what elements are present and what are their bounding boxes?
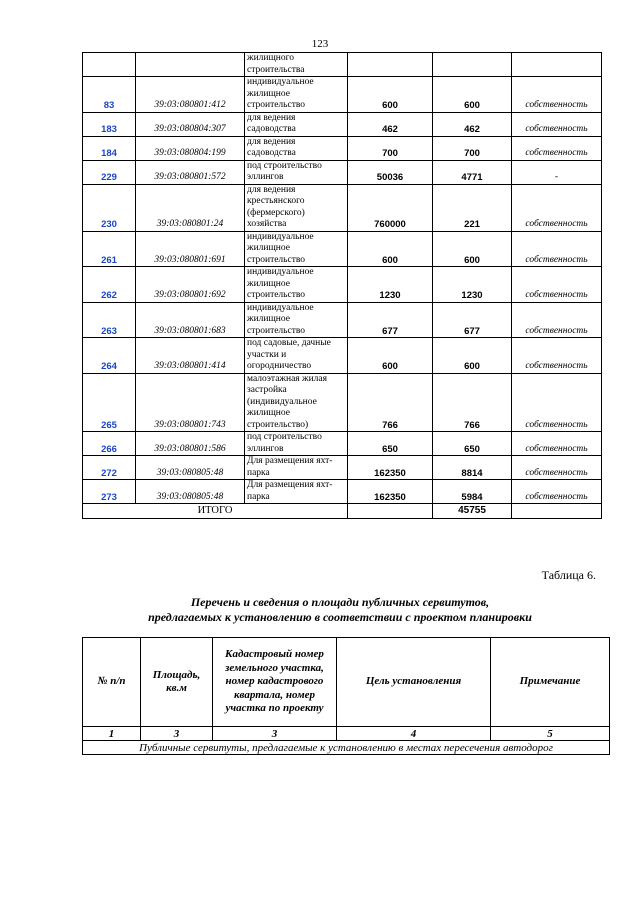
table-row bbox=[83, 160, 602, 184]
cadastral-number: 39:03:080801:691 bbox=[136, 231, 245, 267]
ownership: собственность bbox=[512, 112, 602, 136]
ownership: собственность bbox=[512, 480, 602, 504]
area-total: 766 bbox=[348, 373, 433, 432]
area-total: 600 bbox=[348, 338, 433, 374]
area-total: 650 bbox=[348, 432, 433, 456]
row-number: 262 bbox=[83, 267, 136, 303]
total-label: ИТОГО bbox=[83, 504, 348, 519]
section-row bbox=[83, 741, 610, 755]
table-row bbox=[83, 77, 602, 113]
ownership: собственность bbox=[512, 338, 602, 374]
table-caption: Таблица 6. bbox=[541, 568, 596, 582]
ownership: собственность bbox=[512, 432, 602, 456]
area-total: 760000 bbox=[348, 184, 433, 231]
permitted-use: индивидуальное жилищное строительство bbox=[245, 267, 348, 303]
cadastral-number: 39:03:080805:48 bbox=[136, 456, 245, 480]
servitudes-table bbox=[82, 637, 610, 755]
cadastral-number: 39:03:080801:683 bbox=[136, 302, 245, 338]
cadastral-number: 39:03:080804:307 bbox=[136, 112, 245, 136]
area-in-zone: 1230 bbox=[433, 267, 512, 303]
total-row bbox=[83, 504, 602, 519]
area-in-zone: 221 bbox=[433, 184, 512, 231]
area-in-zone bbox=[433, 53, 512, 77]
area-total: 600 bbox=[348, 231, 433, 267]
header-cell: № п/п bbox=[83, 638, 141, 727]
cadastral-number: 39:03:080801:586 bbox=[136, 432, 245, 456]
ownership: - bbox=[512, 160, 602, 184]
table-row bbox=[83, 432, 602, 456]
header-cell: Площадь, кв.м bbox=[141, 638, 213, 727]
cadastral-number: 39:03:080801:412 bbox=[136, 77, 245, 113]
ownership: собственность bbox=[512, 267, 602, 303]
header-cell: Кадастровый номер земельного участка, номер кадастрового квартала, номер участка по проекту bbox=[213, 638, 337, 727]
area-in-zone: 462 bbox=[433, 112, 512, 136]
header-row bbox=[83, 638, 610, 727]
total-empty bbox=[348, 504, 433, 519]
cadastral-number bbox=[136, 53, 245, 77]
table-row bbox=[83, 231, 602, 267]
page-number: 123 bbox=[311, 38, 329, 50]
permitted-use: малоэтажная жилая застройка (индивидуальное жилищное строительство) bbox=[245, 373, 348, 432]
table-row bbox=[83, 373, 602, 432]
row-number: 264 bbox=[83, 338, 136, 374]
row-number: 261 bbox=[83, 231, 136, 267]
area-in-zone: 600 bbox=[433, 231, 512, 267]
table-row bbox=[83, 267, 602, 303]
cadastral-number: 39:03:080801:414 bbox=[136, 338, 245, 374]
ownership bbox=[512, 53, 602, 77]
area-in-zone: 600 bbox=[433, 77, 512, 113]
cadastral-number: 39:03:080801:24 bbox=[136, 184, 245, 231]
permitted-use: под строительство эллингов bbox=[245, 160, 348, 184]
column-number-row bbox=[83, 727, 610, 741]
table-row bbox=[83, 302, 602, 338]
ownership: собственность bbox=[512, 77, 602, 113]
area-total bbox=[348, 53, 433, 77]
column-number: 1 bbox=[83, 727, 141, 741]
land-plots-table bbox=[82, 52, 602, 519]
table-title-line-2: предлагаемых к установлению в соответствии с проектом планировки bbox=[148, 610, 532, 624]
table-title bbox=[60, 595, 620, 625]
permitted-use: под садовые, дачные участки и огородничество bbox=[245, 338, 348, 374]
permitted-use: индивидуальное жилищное строительство bbox=[245, 77, 348, 113]
permitted-use: индивидуальное жилищное строительство bbox=[245, 302, 348, 338]
area-in-zone: 700 bbox=[433, 136, 512, 160]
row-number: 229 bbox=[83, 160, 136, 184]
cadastral-number: 39:03:080801:743 bbox=[136, 373, 245, 432]
area-in-zone: 677 bbox=[433, 302, 512, 338]
permitted-use: Для размещения яхт- парка bbox=[245, 456, 348, 480]
cadastral-number: 39:03:080801:692 bbox=[136, 267, 245, 303]
area-total: 162350 bbox=[348, 456, 433, 480]
table-row bbox=[83, 53, 602, 77]
area-in-zone: 650 bbox=[433, 432, 512, 456]
permitted-use: индивидуальное жилищное строительство bbox=[245, 231, 348, 267]
permitted-use: для ведения садоводства bbox=[245, 136, 348, 160]
row-number: 273 bbox=[83, 480, 136, 504]
ownership: собственность bbox=[512, 302, 602, 338]
area-in-zone: 600 bbox=[433, 338, 512, 374]
area-total: 700 bbox=[348, 136, 433, 160]
row-number: 183 bbox=[83, 112, 136, 136]
area-total: 677 bbox=[348, 302, 433, 338]
permitted-use: Для размещения яхт- парка bbox=[245, 480, 348, 504]
total-empty bbox=[512, 504, 602, 519]
ownership: собственность bbox=[512, 456, 602, 480]
row-number: 184 bbox=[83, 136, 136, 160]
row-number: 266 bbox=[83, 432, 136, 456]
table-row bbox=[83, 338, 602, 374]
area-total: 600 bbox=[348, 77, 433, 113]
header-cell: Примечание bbox=[491, 638, 610, 727]
row-number bbox=[83, 53, 136, 77]
ownership: собственность bbox=[512, 231, 602, 267]
column-number: 3 bbox=[141, 727, 213, 741]
table-row bbox=[83, 480, 602, 504]
permitted-use: для ведения садоводства bbox=[245, 112, 348, 136]
area-total: 50036 bbox=[348, 160, 433, 184]
ownership: собственность bbox=[512, 184, 602, 231]
table-row bbox=[83, 112, 602, 136]
cadastral-number: 39:03:080801:572 bbox=[136, 160, 245, 184]
ownership: собственность bbox=[512, 373, 602, 432]
permitted-use: под строительство эллингов bbox=[245, 432, 348, 456]
section-row-text: Публичные сервитуты, предлагаемые к установлению в местах пересечения автодорог bbox=[83, 741, 610, 755]
cadastral-number: 39:03:080805:48 bbox=[136, 480, 245, 504]
column-number: 3 bbox=[213, 727, 337, 741]
column-number: 4 bbox=[337, 727, 491, 741]
table-title-line-1: Перечень и сведения о площади публичных сервитутов, bbox=[190, 595, 490, 609]
row-number: 83 bbox=[83, 77, 136, 113]
area-in-zone: 766 bbox=[433, 373, 512, 432]
area-in-zone: 4771 bbox=[433, 160, 512, 184]
cadastral-number: 39:03:080804:199 bbox=[136, 136, 245, 160]
ownership: собственность bbox=[512, 136, 602, 160]
area-total: 462 bbox=[348, 112, 433, 136]
area-in-zone: 5984 bbox=[433, 480, 512, 504]
header-cell: Цель установления bbox=[337, 638, 491, 727]
area-total: 162350 bbox=[348, 480, 433, 504]
area-in-zone: 8814 bbox=[433, 456, 512, 480]
table-row bbox=[83, 184, 602, 231]
area-total: 1230 bbox=[348, 267, 433, 303]
permitted-use: для ведения крестьянского (фермерского) хозяйства bbox=[245, 184, 348, 231]
permitted-use: жилищного строительства bbox=[245, 53, 348, 77]
total-value: 45755 bbox=[433, 504, 512, 519]
table-row bbox=[83, 136, 602, 160]
table-row bbox=[83, 456, 602, 480]
row-number: 263 bbox=[83, 302, 136, 338]
row-number: 272 bbox=[83, 456, 136, 480]
row-number: 230 bbox=[83, 184, 136, 231]
column-number: 5 bbox=[491, 727, 610, 741]
row-number: 265 bbox=[83, 373, 136, 432]
